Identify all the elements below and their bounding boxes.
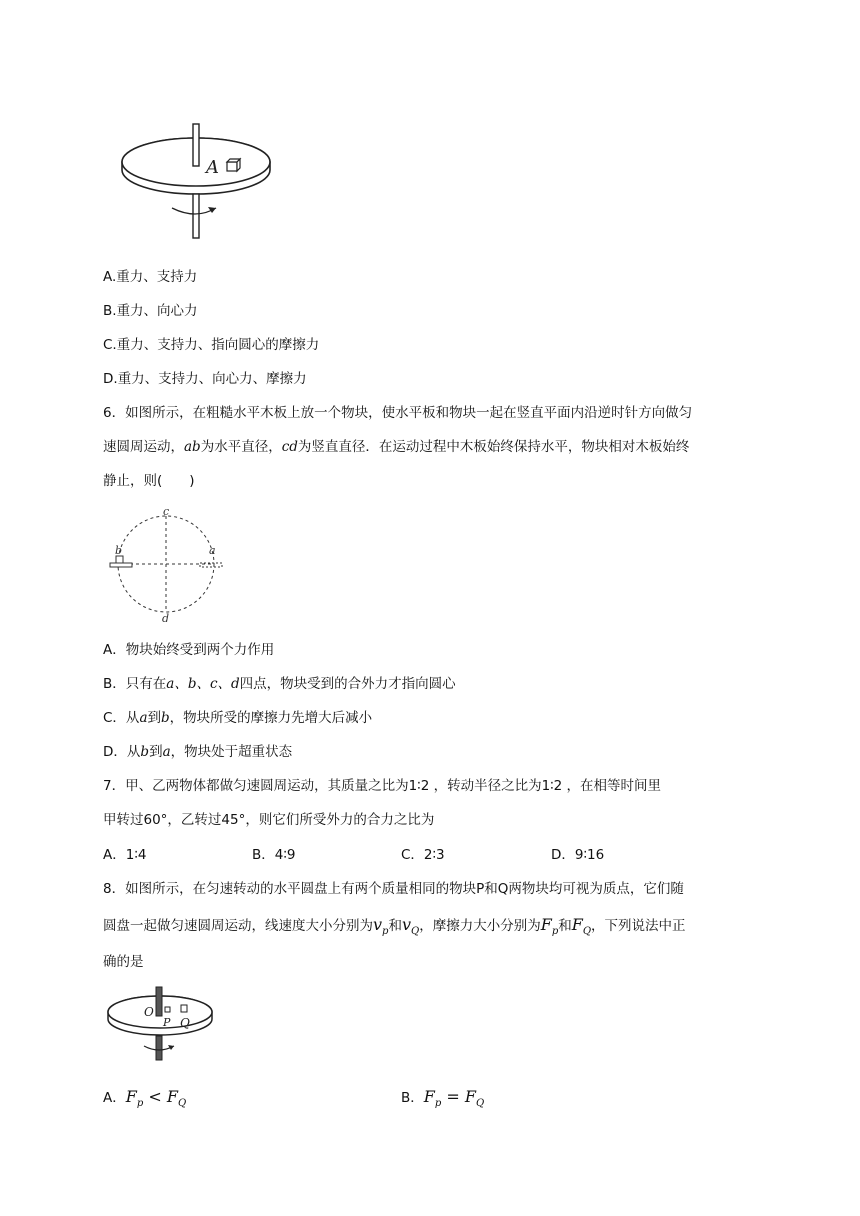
label-a: a [209, 544, 216, 557]
label-a: A [206, 157, 219, 178]
q7-option-a: A．1∶4 [103, 847, 147, 863]
axle-top [156, 987, 162, 1016]
q8-disk-figure [104, 986, 216, 1062]
q8-stem-line-3: 确的是 [103, 954, 144, 970]
board-at-b [110, 563, 132, 567]
q8-option-b: B．$F_p = F_Q$ [401, 1087, 485, 1110]
axle-top [193, 124, 199, 166]
q5-option-b: B.重力、向心力 [103, 303, 198, 319]
q6-option-d: D．从b到a，物块处于超重状态 [103, 744, 293, 760]
axle-bottom [193, 194, 199, 238]
v-q-symbol: $v_Q$ [401, 915, 420, 938]
q5-rotating-disk-figure [118, 120, 274, 244]
q6-stem-line-2: 速圆周运动，ab为水平直径，cd为竖直直径．在运动过程中木板始终保持水平，物块相对木板始终 [103, 439, 690, 455]
q6-option-b: B．只有在a、b、c、d四点，物块受到的合外力才指向圆心 [103, 676, 456, 692]
label-o: O [144, 1005, 154, 1019]
q5-option-d: D.重力、支持力、向心力、摩擦力 [103, 371, 307, 387]
f-q-symbol: $F_Q$ [571, 915, 592, 938]
q8-stem-line-2: 圆盘一起做匀速圆周运动，线速度大小分别为$v_p$和$v_Q$，摩擦力大小分别为$F_p$和$F_Q$，下列说法中正 [103, 915, 686, 938]
q6-option-a: A．物块始终受到两个力作用 [103, 642, 275, 658]
v-p-symbol: $v_p$ [373, 915, 389, 938]
q6-stem-line-3: 静止，则( ) [103, 473, 195, 489]
block-q [181, 1005, 187, 1012]
label-c: c [163, 508, 170, 518]
q5-option-c: C.重力、支持力、指向圆心的摩擦力 [103, 337, 320, 353]
q7-option-c: C．2∶3 [401, 847, 445, 863]
q7-stem-line-2: 甲转过60°，乙转过45°，则它们所受外力的合力之比为 [103, 812, 435, 828]
q8-stem-line-1: 8．如图所示，在匀速转动的水平圆盘上有两个质量相同的物块P和Q两物块均可视为质点，它们随 [103, 881, 684, 897]
q6-stem-line-1: 6．如图所示，在粗糙水平木板上放一个物块，使水平板和物块一起在竖直平面内沿逆时针方向做匀 [103, 405, 693, 421]
f-p-symbol: $F_p$ [540, 915, 559, 938]
q7-option-b: B．4∶9 [252, 847, 296, 863]
label-b: b [115, 544, 123, 557]
label-q: Q [180, 1016, 190, 1030]
rotation-arrowhead [208, 207, 216, 213]
q6-option-c: C．从a到b，物块所受的摩擦力先增大后减小 [103, 710, 373, 726]
block-a [227, 159, 240, 171]
label-p: P [163, 1016, 171, 1029]
axle-bottom [156, 1036, 162, 1060]
q7-stem-line-1: 7．甲、乙两物体都做匀速圆周运动，其质量之比为1∶2 ，转动半径之比为1∶2 ，在相等时间里 [103, 778, 662, 794]
rotation-arrowhead [168, 1045, 174, 1050]
label-d: d [162, 612, 170, 624]
q5-option-a: A.重力、支持力 [103, 269, 198, 285]
block-p [165, 1007, 170, 1012]
block-at-b [116, 556, 123, 563]
q6-circle-figure [104, 508, 228, 624]
q7-option-d: D．9∶16 [551, 847, 605, 863]
q8-option-a: A．$F_p < F_Q$ [103, 1087, 187, 1110]
